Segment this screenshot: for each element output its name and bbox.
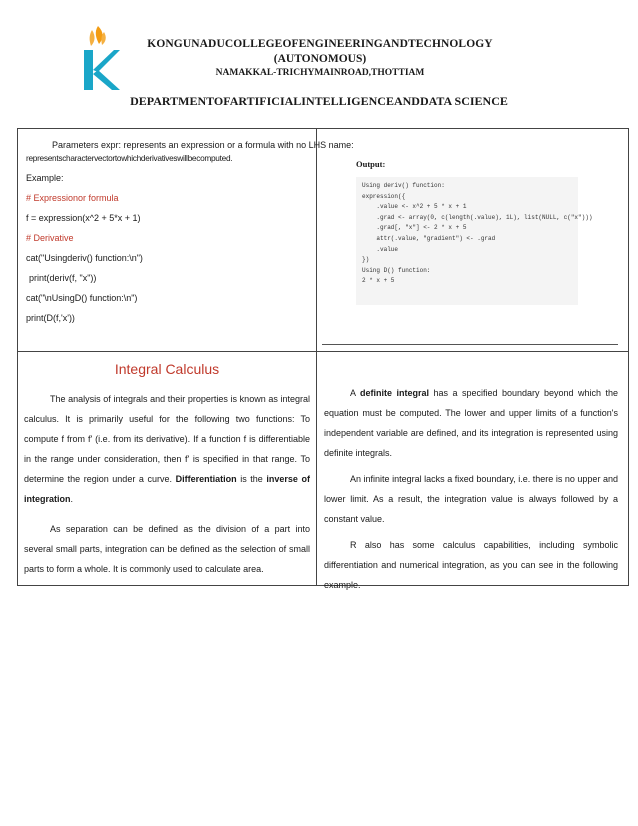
output-line: }) — [362, 256, 370, 264]
bold-term: inverse of integration — [24, 474, 310, 504]
output-underline — [322, 344, 618, 345]
output-line: Using D() function: — [362, 266, 431, 274]
column-divider — [316, 129, 317, 585]
output-title: Output: — [356, 159, 386, 169]
code-line: f = expression(x^2 + 5*x + 1) — [26, 213, 141, 223]
section-heading: Integral Calculus — [114, 361, 220, 377]
college-address: NAMAKKAL-TRICHYMAINROAD,THOTTIAM — [215, 68, 425, 78]
row-divider — [18, 351, 628, 352]
code-comment: # Expressionor formula — [26, 193, 119, 203]
example-label: Example: — [26, 173, 64, 183]
definite-integral-cell — [324, 383, 618, 590]
autonomous-label: (AUTONOMOUS) — [273, 53, 367, 65]
paragraph — [24, 389, 310, 509]
page-header — [0, 0, 638, 120]
integral-calculus-cell — [24, 361, 310, 575]
paragraph-text: is the — [236, 474, 267, 484]
code-line: print(D(f,'x')) — [26, 313, 75, 323]
output-code-block — [356, 177, 593, 305]
paragraph — [324, 383, 618, 463]
bold-term: Differentiation — [175, 474, 237, 484]
department-title: DEPARTMENTOFARTIFICIALINTELLIGENCEANDDATA SCIENCE — [130, 94, 508, 108]
paragraph: As separation can be defined as the division of a part into several small parts, integration can be defined as the selection of small parts to form a whole. It is commonly used to calculate area. — [24, 524, 310, 574]
paragraph-text: has a specified boundary beyond which the equation must be computed. The lower and upper limits of a function's independent variable are defined, and its integration is represented using definite integrals. — [324, 388, 618, 458]
output-line: 2 * x + 5 — [362, 277, 395, 285]
output-line: .value <- x^2 + 5 * x + 1 — [362, 203, 467, 211]
code-line: print(deriv(f, "x")) — [29, 273, 97, 283]
paragraph: An infinite integral lacks a fixed boundary, i.e. there is no upper and lower limit. As a result, the integration value is always followed by a constant value. — [324, 474, 618, 524]
output-line: Using deriv() function: — [362, 182, 445, 189]
code-comment: # Derivative — [26, 233, 74, 243]
paragraph-text: The analysis of integrals and their properties is known as integral calculus. It is primarily useful for the following two functions: To compute f from f' (i.e. from its derivative). If a function f is differentiable in the range under consideration, then f' is specified in that range. To determine the region under a curve. — [24, 394, 310, 484]
derivative-code-cell — [26, 139, 354, 347]
parameters-text: Parameters expr: represents an expression or a formula with no LHS name: — [52, 140, 354, 150]
paragraph: R also has some calculus capabilities, including symbolic differentiation and numerical integration, as you can see in the following example. — [324, 540, 618, 590]
paragraph-text: . — [70, 494, 74, 504]
college-logo-icon — [78, 24, 122, 92]
output-line: .value — [362, 245, 399, 253]
parameters-text-cont: representscharactervectortowhichderivativeswillbecomputed. — [26, 153, 233, 163]
output-line: attr(.value, "gradient") <- .grad — [362, 234, 496, 242]
content-grid — [17, 128, 629, 590]
code-line: cat("\nUsingD() function:\n") — [26, 293, 138, 303]
paragraph-text: A — [350, 388, 360, 398]
code-line: cat("Usingderiv() function:\n") — [26, 253, 143, 263]
bold-term: definite integral — [360, 388, 429, 398]
output-line: expression({ — [362, 192, 406, 200]
college-name: KONGUNADUCOLLEGEOFENGINEERINGANDTECHNOLOGY — [147, 38, 493, 50]
output-cell — [356, 159, 618, 329]
output-line: .grad[, "x"] <- 2 * x + 5 — [362, 224, 467, 232]
output-line: .grad <- array(0, c(length(.value), 1L), list(NULL, c("x"))) — [362, 213, 593, 221]
